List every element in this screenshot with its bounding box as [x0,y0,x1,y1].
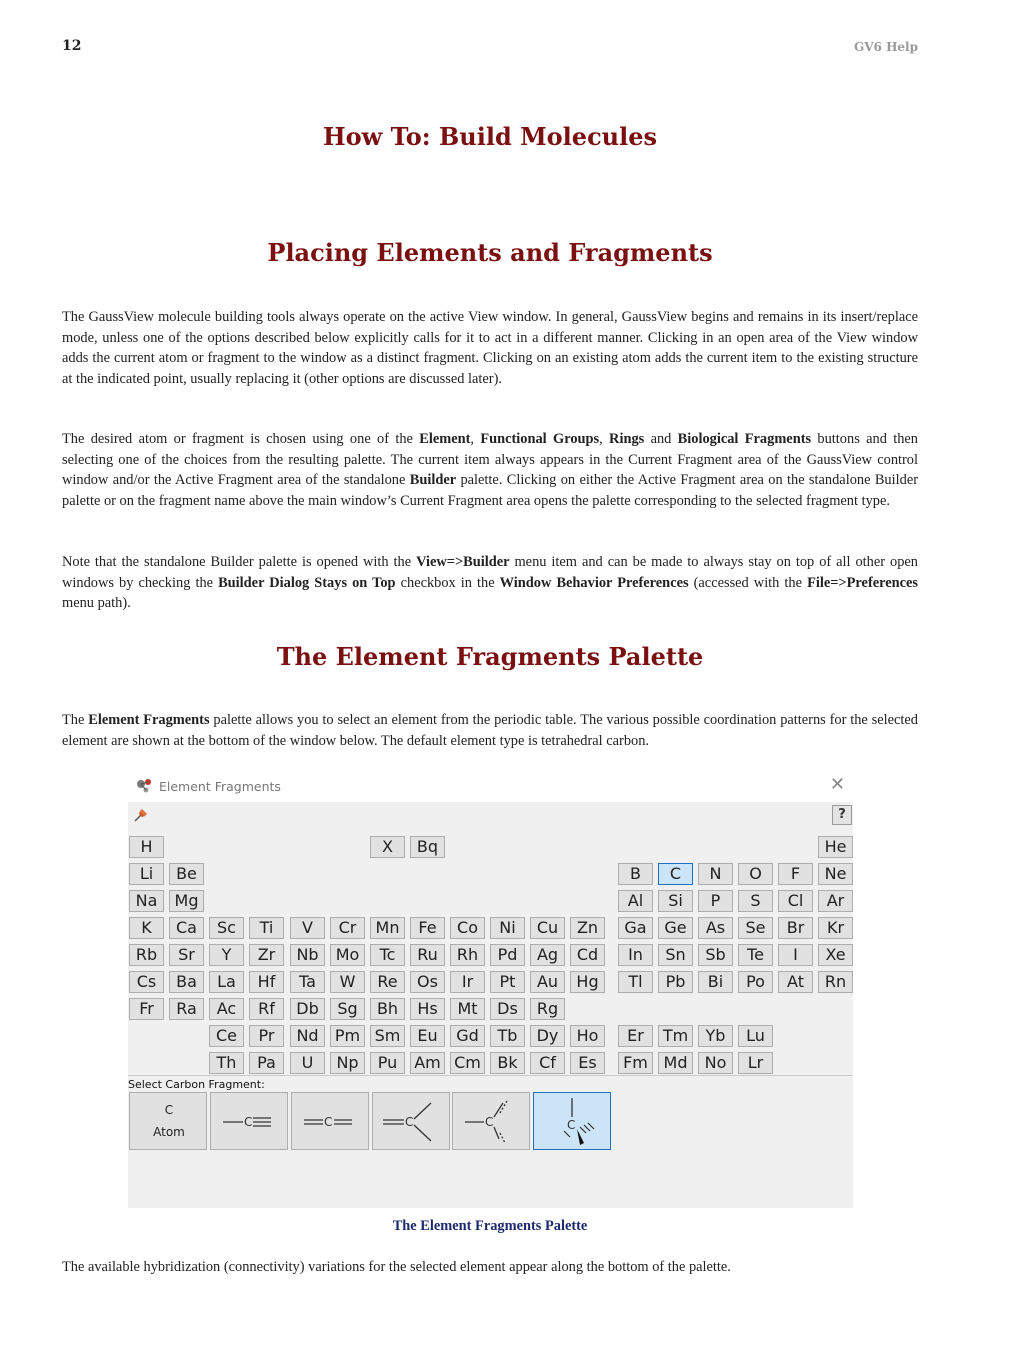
paragraph-1: The GaussView molecule building tools always operate on the active View window. In general, GaussView begins and remains in its insert/replace mode, unless one of the options described below explicitly calls for it to act in a different manner. Clicking in an open area of the View window adds the current atom or fragment to the window as a distinct fragment. Clicking on an existing atom adds the current item to the existing structure at the indicated point, usually replacing it (other options are discussed later). [62,309,918,387]
element-button-np[interactable]: Np [330,1052,365,1074]
element-button-la[interactable]: La [209,971,244,993]
section-heading-palette: The Element Fragments Palette [276,642,704,671]
element-button-ra[interactable]: Ra [169,998,204,1020]
element-button-nb[interactable]: Nb [290,944,325,966]
fragment-trigonal-button[interactable] [372,1092,450,1150]
element-button-br[interactable]: Br [778,917,813,939]
element-button-au[interactable]: Au [530,971,565,993]
element-button-gd[interactable]: Gd [450,1025,485,1047]
element-button-mn[interactable]: Mn [370,917,405,939]
element-button-s[interactable]: S [738,890,773,912]
element-button-u[interactable]: U [290,1052,325,1074]
fragment-atom-button[interactable] [129,1092,207,1150]
element-button-ho[interactable]: Ho [570,1025,605,1047]
element-button-bq[interactable]: Bq [410,836,445,858]
figure-caption: The Element Fragments Palette [392,1218,588,1234]
triple-bond-icon [211,1093,289,1151]
element-button-cs[interactable]: Cs [129,971,164,993]
element-button-zn[interactable]: Zn [570,917,605,939]
element-button-sr[interactable]: Sr [169,944,204,966]
element-button-w[interactable]: W [330,971,365,993]
element-button-rn[interactable]: Rn [818,971,853,993]
element-button-h[interactable]: H [129,836,164,858]
element-button-mg[interactable]: Mg [169,890,204,912]
element-button-tm[interactable]: Tm [658,1025,693,1047]
page-number: 12 [62,38,82,54]
element-button-sm[interactable]: Sm [370,1025,405,1047]
element-button-se[interactable]: Se [738,917,773,939]
element-button-x[interactable]: X [370,836,405,858]
element-button-ti[interactable]: Ti [249,917,284,939]
element-button-rf[interactable]: Rf [249,998,284,1020]
element-button-ag[interactable]: Ag [530,944,565,966]
element-button-y[interactable]: Y [209,944,244,966]
element-button-bi[interactable]: Bi [698,971,733,993]
element-button-ru[interactable]: Ru [410,944,445,966]
element-button-lr[interactable]: Lr [738,1052,773,1074]
app-icon [136,778,154,794]
element-button-te[interactable]: Te [738,944,773,966]
element-button-hs[interactable]: Hs [410,998,445,1020]
element-button-f[interactable]: F [778,863,813,885]
element-button-ge[interactable]: Ge [658,917,693,939]
element-button-po[interactable]: Po [738,971,773,993]
element-button-dy[interactable]: Dy [530,1025,565,1047]
close-icon[interactable]: ✕ [829,774,845,795]
element-button-ds[interactable]: Ds [490,998,525,1020]
window-title: Element Fragments [159,779,281,794]
element-button-es[interactable]: Es [570,1052,605,1074]
element-button-ir[interactable]: Ir [450,971,485,993]
element-button-am[interactable]: Am [410,1052,445,1074]
element-button-ni[interactable]: Ni [490,917,525,939]
element-button-fm[interactable]: Fm [618,1052,653,1074]
element-button-co[interactable]: Co [450,917,485,939]
fragment-label: Select Carbon Fragment: [128,1078,265,1091]
element-button-hf[interactable]: Hf [249,971,284,993]
element-button-ar[interactable]: Ar [818,890,853,912]
element-button-th[interactable]: Th [209,1052,244,1074]
element-button-nd[interactable]: Nd [290,1025,325,1047]
element-fragments-window [128,770,853,1208]
tetrahedral-icon [534,1093,612,1151]
element-button-pu[interactable]: Pu [370,1052,405,1074]
element-button-sn[interactable]: Sn [658,944,693,966]
fragment-c-label: C [244,1115,253,1129]
fragment-tetrahedral-alt-button[interactable] [452,1092,530,1150]
element-button-sb[interactable]: Sb [698,944,733,966]
element-button-db[interactable]: Db [290,998,325,1020]
element-button-k[interactable]: K [129,917,164,939]
atom-label: Atom [153,1125,185,1139]
element-button-sc[interactable]: Sc [209,917,244,939]
element-button-no[interactable]: No [698,1052,733,1074]
element-button-o[interactable]: O [738,863,773,885]
element-button-cr[interactable]: Cr [330,917,365,939]
element-button-yb[interactable]: Yb [698,1025,733,1047]
element-button-rh[interactable]: Rh [450,944,485,966]
element-button-xe[interactable]: Xe [818,944,853,966]
element-button-pb[interactable]: Pb [658,971,693,993]
element-button-eu[interactable]: Eu [410,1025,445,1047]
section-heading-placing: Placing Elements and Fragments [267,238,713,267]
element-button-pr[interactable]: Pr [249,1025,284,1047]
pin-icon[interactable] [132,806,150,824]
element-button-ca[interactable]: Ca [169,917,204,939]
element-button-lu[interactable]: Lu [738,1025,773,1047]
element-button-hg[interactable]: Hg [570,971,605,993]
element-button-re[interactable]: Re [370,971,405,993]
element-button-pt[interactable]: Pt [490,971,525,993]
element-button-kr[interactable]: Kr [818,917,853,939]
element-button-cl[interactable]: Cl [778,890,813,912]
element-button-fe[interactable]: Fe [410,917,445,939]
element-button-i[interactable]: I [778,944,813,966]
element-button-v[interactable]: V [290,917,325,939]
element-button-pm[interactable]: Pm [330,1025,365,1047]
element-button-ne[interactable]: Ne [818,863,853,885]
paragraph-4: The Element Fragments palette allows you to select an element from the periodic table. The various possible coordination patterns for the selected element are shown at the bottom of the window below. The default element type is tetrahedral carbon. [62,712,918,749]
element-button-he[interactable]: He [818,836,853,858]
element-button-zr[interactable]: Zr [249,944,284,966]
element-button-mt[interactable]: Mt [450,998,485,1020]
element-button-tc[interactable]: Tc [370,944,405,966]
element-button-cu[interactable]: Cu [530,917,565,939]
fragment-c-label: C [485,1115,494,1129]
element-button-b[interactable]: B [618,863,653,885]
element-button-tb[interactable]: Tb [490,1025,525,1047]
fragment-tetrahedral-button[interactable] [533,1092,611,1150]
element-button-os[interactable]: Os [410,971,445,993]
element-button-ta[interactable]: Ta [290,971,325,993]
element-button-in[interactable]: In [618,944,653,966]
element-button-cm[interactable]: Cm [450,1052,485,1074]
running-head: GV6 Help [853,40,918,54]
element-button-rg[interactable]: Rg [530,998,565,1020]
closing-paragraph: The available hybridization (connectivity) variations for the selected element appear along the bottom of the palette. [62,1259,731,1275]
element-button-fr[interactable]: Fr [129,998,164,1020]
element-button-ce[interactable]: Ce [209,1025,244,1047]
title-bar [128,770,853,802]
element-button-cd[interactable]: Cd [570,944,605,966]
element-button-sg[interactable]: Sg [330,998,365,1020]
element-button-pa[interactable]: Pa [249,1052,284,1074]
fragment-triple-bond-button[interactable] [210,1092,288,1150]
fragment-c-label: C [324,1115,333,1129]
element-button-ga[interactable]: Ga [618,917,653,939]
element-button-pd[interactable]: Pd [490,944,525,966]
fragment-c-label: C [405,1115,414,1129]
element-button-ba[interactable]: Ba [169,971,204,993]
atom-symbol: C [164,1103,174,1117]
tetrahedral-alt-icon [453,1093,531,1151]
page-title: How To: Build Molecules [322,122,658,151]
element-button-tl[interactable]: Tl [618,971,653,993]
element-button-bh[interactable]: Bh [370,998,405,1020]
element-button-al[interactable]: Al [618,890,653,912]
divider [128,1075,853,1076]
element-button-si[interactable]: Si [658,890,693,912]
element-button-md[interactable]: Md [658,1052,693,1074]
allene-icon [292,1093,370,1151]
trigonal-icon [373,1093,451,1151]
fragment-c-label: C [567,1118,576,1132]
paragraph-3: Note that the standalone Builder palette is opened with the View=>Builder menu item and can be made to always stay on top of all other open windows by checking the Builder Dialog Stays on Top checkbox in the Window Behavior Preferences (accessed with the File=>Preferences menu path). [62,554,919,612]
element-button-li[interactable]: Li [129,863,164,885]
paragraph-2: The desired atom or fragment is chosen using one of the Element, Functional Groups, Rings and Biological Fragments buttons and then selecting one of the choices from the resulting palette. The current item always appears in the Current Fragment area of the GaussView control window and/or the Active Fragment area of the standalone Builder palette. Clicking on either the Active Fragment area on the standalone Builder palette or on the fragment name above the main window’s Current Fragment area opens the palette corresponding to the selected fragment type. [62,431,918,509]
element-button-er[interactable]: Er [618,1025,653,1047]
element-button-c[interactable]: C [658,863,693,885]
element-button-na[interactable]: Na [129,890,164,912]
element-button-rb[interactable]: Rb [129,944,164,966]
help-button[interactable]: ? [832,805,852,825]
element-button-p[interactable]: P [698,890,733,912]
element-button-bk[interactable]: Bk [490,1052,525,1074]
fragment-double-double-button[interactable] [291,1092,369,1150]
element-button-be[interactable]: Be [169,863,204,885]
element-button-n[interactable]: N [698,863,733,885]
element-button-at[interactable]: At [778,971,813,993]
element-button-cf[interactable]: Cf [530,1052,565,1074]
element-button-ac[interactable]: Ac [209,998,244,1020]
element-button-mo[interactable]: Mo [330,944,365,966]
element-button-as[interactable]: As [698,917,733,939]
